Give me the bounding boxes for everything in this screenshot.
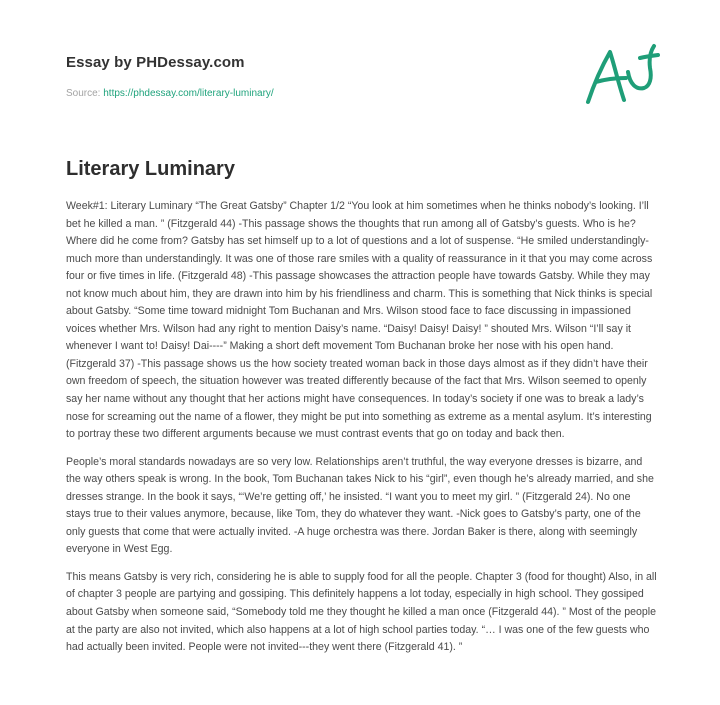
page-header xyxy=(66,54,606,99)
essay-title: Literary Luminary xyxy=(66,158,235,180)
brand-title: Essay by PHDessay.com xyxy=(66,54,245,71)
essay-paragraph: People’s moral standards nowadays are so very low. Relationships aren’t truthful, the way everyone dresses is bizarre, and the way others speak is wrong. In the book, Tom Buchanan takes Nick to his “girl”, even though he’s already married, and she dresses strange. In the book it says, “‘We’re getting off,’ he insisted. “I want you to meet my girl. ” (Fitzgerald 24). No one stays true to their values anymore, because, like Tom, they do whatever they want. -Nick goes to Gatsby’s party, one of the only guests that come that were actually invited. -A huge orchestra was there. Jordan Baker is there, along with seemingly everyone in West Egg. xyxy=(66,455,654,556)
essay-paragraph: This means Gatsby is very rich, considering he is able to supply food for all the people. Chapter 3 (food for thought) Also, in all of chapter 3 people are partying and gossiping. This definitely happens a lot today, especially in high school. They gossiped about Gatsby when someone said, “Somebody told me they thought he killed a man once (Fitzgerald 44). ” Most of the people at the party are also not invited, which also happens at a lot of high school parties today. “… I was one of the few guests who had actually been invited. People were not invited---they went there (Fitzgerald 41). ” xyxy=(66,570,657,654)
essay-paragraph: Week#1: Literary Luminary “The Great Gatsby” Chapter 1/2 “You look at him sometimes when he thinks nobody’s looking. I’ll bet he killed a man. ” (Fitzgerald 44) -This passage shows the thoughts that run among all of Gatsby’s guests. Who is he? Where did he come from? Gatsby has set himself up to a lot of questions and a lot of suspense. “He smiled understandingly- much more than understandingly. It was one of those rare smiles with a quality of reassurance in it that you may come across four or five times in life. (Fitzgerald 48) -This passage showcases the attraction people have towards Gatsby. While they may not know much about him, they are drawn into him by his friendliness and charm. This is something that Nick thinks is special about Gatsby. “Some time toward midnight Tom Buchanan and Mrs. Wilson stood face to face discussing in impassioned voices whether Mrs. Wilson had any right to mention Daisy’s name. “Daisy! Daisy! Daisy! ” shouted Mrs. Wilson “I’ll say it whenever I want to! Daisy! Dai----” Making a short deft movement Tom Buchanan broke her nose with his open hand. (Fitzgerald 37) -This passage shows us the how society treated woman back in those days almost as if they didn’t have their own freedom of speech, the situation however was treated differently because of the fact that Mrs. Wilson seemed to openly say her name without any thought that her actions might have consequences. In today’s society if one was to break a lady’s nose for screaming out the name of a flower, they might be put into something as extreme as a mental asylum. It’s interesting to portray these two different arguments because we must contrast events that go on today and back then. xyxy=(66,200,653,441)
essay-body xyxy=(66,198,658,667)
source-link[interactable]: https://phdessay.com/literary-luminary/ xyxy=(103,88,274,99)
a-plus-logo-icon xyxy=(578,38,664,112)
source-label: Source: xyxy=(66,88,101,99)
source-line xyxy=(66,88,606,99)
